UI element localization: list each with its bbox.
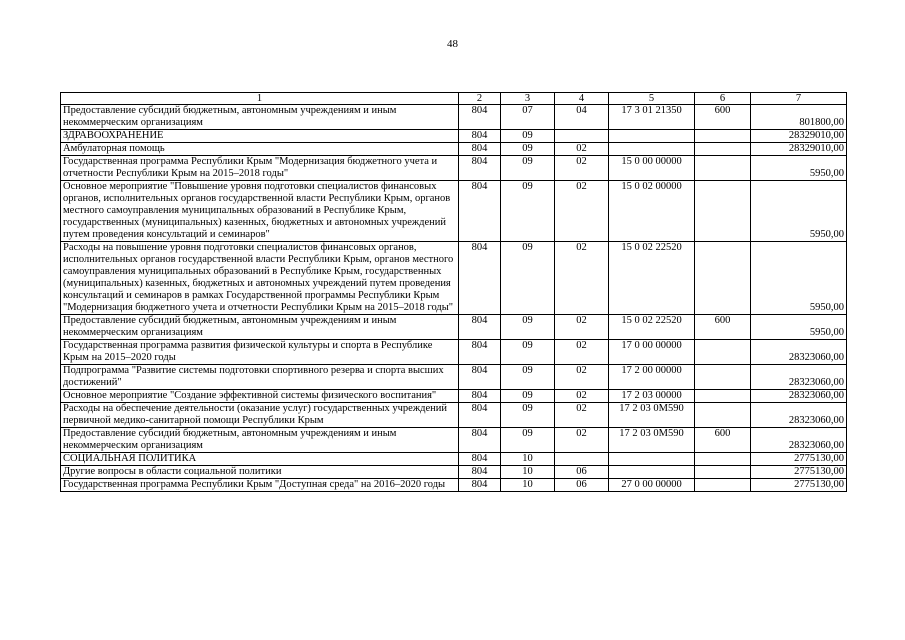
table-row — [61, 365, 847, 390]
amount-cell: 5950,00 — [751, 315, 847, 340]
section-code-cell: 09 — [501, 181, 555, 242]
column-header: 3 — [501, 93, 555, 105]
target-article-cell: 17 2 03 0М590 — [609, 403, 695, 428]
row-name-cell: Предоставление субсидий бюджетным, автономным учреждениям и иным некоммерческим организациям — [61, 105, 459, 130]
expense-type-cell — [695, 453, 751, 466]
expense-type-cell — [695, 242, 751, 315]
row-name-cell: Подпрограмма "Развитие системы подготовки спортивного резерва и спорта высших достижений" — [61, 365, 459, 390]
row-name-cell: Другие вопросы в области социальной политики — [61, 466, 459, 479]
amount-cell: 28323060,00 — [751, 428, 847, 453]
column-header: 5 — [609, 93, 695, 105]
section-code-cell: 09 — [501, 340, 555, 365]
subsection-code-cell: 02 — [555, 403, 609, 428]
subsection-code-cell — [555, 130, 609, 143]
ministry-code-cell: 804 — [459, 242, 501, 315]
row-name-cell: СОЦИАЛЬНАЯ ПОЛИТИКА — [61, 453, 459, 466]
ministry-code-cell: 804 — [459, 340, 501, 365]
row-name-cell: ЗДРАВООХРАНЕНИЕ — [61, 130, 459, 143]
target-article-cell: 17 2 03 0М590 — [609, 428, 695, 453]
amount-cell: 801800,00 — [751, 105, 847, 130]
section-code-cell: 09 — [501, 403, 555, 428]
row-name-cell: Государственная программа Республики Крым "Доступная среда" на 2016–2020 годы — [61, 479, 459, 492]
ministry-code-cell: 804 — [459, 181, 501, 242]
table-row — [61, 390, 847, 403]
subsection-code-cell: 04 — [555, 105, 609, 130]
ministry-code-cell: 804 — [459, 365, 501, 390]
column-header: 2 — [459, 93, 501, 105]
column-header: 6 — [695, 93, 751, 105]
table-row — [61, 143, 847, 156]
table-row — [61, 156, 847, 181]
row-name-cell: Предоставление субсидий бюджетным, автономным учреждениям и иным некоммерческим организациям — [61, 315, 459, 340]
section-code-cell: 09 — [501, 156, 555, 181]
target-article-cell: 17 3 01 21350 — [609, 105, 695, 130]
expense-type-cell — [695, 390, 751, 403]
target-article-cell: 15 0 00 00000 — [609, 156, 695, 181]
table-row — [61, 453, 847, 466]
subsection-code-cell: 02 — [555, 340, 609, 365]
column-header: 7 — [751, 93, 847, 105]
table-row — [61, 428, 847, 453]
row-name-cell: Основное мероприятие "Создание эффективной системы физического воспитания" — [61, 390, 459, 403]
ministry-code-cell: 804 — [459, 428, 501, 453]
target-article-cell: 15 0 02 00000 — [609, 181, 695, 242]
target-article-cell — [609, 143, 695, 156]
target-article-cell: 27 0 00 00000 — [609, 479, 695, 492]
section-code-cell: 09 — [501, 428, 555, 453]
section-code-cell: 10 — [501, 466, 555, 479]
section-code-cell: 10 — [501, 453, 555, 466]
row-name-cell: Государственная программа развития физической культуры и спорта в Республике Крым на 2015–2020 годы — [61, 340, 459, 365]
target-article-cell — [609, 130, 695, 143]
section-code-cell: 10 — [501, 479, 555, 492]
expense-type-cell — [695, 181, 751, 242]
table-row — [61, 340, 847, 365]
table-row — [61, 403, 847, 428]
expense-type-cell — [695, 466, 751, 479]
table-row — [61, 466, 847, 479]
budget-table — [60, 92, 847, 492]
amount-cell: 28323060,00 — [751, 390, 847, 403]
amount-cell: 28323060,00 — [751, 403, 847, 428]
subsection-code-cell: 02 — [555, 428, 609, 453]
target-article-cell: 17 2 00 00000 — [609, 365, 695, 390]
table-row — [61, 315, 847, 340]
subsection-code-cell: 02 — [555, 390, 609, 403]
table-row — [61, 181, 847, 242]
subsection-code-cell: 06 — [555, 466, 609, 479]
row-name-cell: Предоставление субсидий бюджетным, автономным учреждениям и иным некоммерческим организациям — [61, 428, 459, 453]
ministry-code-cell: 804 — [459, 315, 501, 340]
expense-type-cell — [695, 479, 751, 492]
ministry-code-cell: 804 — [459, 453, 501, 466]
expense-type-cell: 600 — [695, 428, 751, 453]
subsection-code-cell: 02 — [555, 315, 609, 340]
amount-cell: 2775130,00 — [751, 453, 847, 466]
expense-type-cell: 600 — [695, 315, 751, 340]
section-code-cell: 09 — [501, 390, 555, 403]
subsection-code-cell — [555, 453, 609, 466]
section-code-cell: 09 — [501, 242, 555, 315]
row-name-cell: Расходы на обеспечение деятельности (оказание услуг) государственных учреждений первичной медико-санитарной помощи Республики Крым — [61, 403, 459, 428]
section-code-cell: 09 — [501, 315, 555, 340]
column-header: 1 — [61, 93, 459, 105]
table-row — [61, 105, 847, 130]
subsection-code-cell: 02 — [555, 156, 609, 181]
expense-type-cell — [695, 340, 751, 365]
ministry-code-cell: 804 — [459, 156, 501, 181]
target-article-cell: 17 2 03 00000 — [609, 390, 695, 403]
target-article-cell — [609, 466, 695, 479]
ministry-code-cell: 804 — [459, 466, 501, 479]
ministry-code-cell: 804 — [459, 403, 501, 428]
target-article-cell: 15 0 02 22520 — [609, 242, 695, 315]
table-row — [61, 479, 847, 492]
amount-cell: 28323060,00 — [751, 340, 847, 365]
table-row — [61, 242, 847, 315]
amount-cell: 28323060,00 — [751, 365, 847, 390]
subsection-code-cell: 06 — [555, 479, 609, 492]
expense-type-cell: 600 — [695, 105, 751, 130]
amount-cell: 2775130,00 — [751, 479, 847, 492]
section-code-cell: 07 — [501, 105, 555, 130]
section-code-cell: 09 — [501, 143, 555, 156]
amount-cell: 28329010,00 — [751, 143, 847, 156]
column-header: 4 — [555, 93, 609, 105]
row-name-cell: Государственная программа Республики Крым "Модернизация бюджетного учета и отчетности Республики Крым на 2015–2018 годы" — [61, 156, 459, 181]
row-name-cell: Амбулаторная помощь — [61, 143, 459, 156]
row-name-cell: Расходы на повышение уровня подготовки специалистов финансовых органов, исполнительных органов государственной власти Республики Крым, органов местного самоуправления муниципальных образований в Республике Крым, государственных (муниципальных) казенных, бюджетных и автономных учреждений путем проведения консультаций и семинаров в рамках Государственной программы Республики Крым "Модернизация бюджетного учета и отчетности Республики Крым на 2015–2018 годы" — [61, 242, 459, 315]
ministry-code-cell: 804 — [459, 390, 501, 403]
amount-cell: 5950,00 — [751, 242, 847, 315]
expense-type-cell — [695, 365, 751, 390]
subsection-code-cell: 02 — [555, 365, 609, 390]
subsection-code-cell: 02 — [555, 143, 609, 156]
subsection-code-cell: 02 — [555, 181, 609, 242]
target-article-cell: 15 0 02 22520 — [609, 315, 695, 340]
expense-type-cell — [695, 156, 751, 181]
target-article-cell: 17 0 00 00000 — [609, 340, 695, 365]
ministry-code-cell: 804 — [459, 143, 501, 156]
row-name-cell: Основное мероприятие "Повышение уровня подготовки специалистов финансовых органов, исполнительных органов государственной власти Республики Крым, органов местного самоуправления муниципальных образований в Республике Крым, государственных (муниципальных) казенных, бюджетных и автономных учреждений путем проведения консультаций и семинаров" — [61, 181, 459, 242]
section-code-cell: 09 — [501, 130, 555, 143]
ministry-code-cell: 804 — [459, 130, 501, 143]
amount-cell: 2775130,00 — [751, 466, 847, 479]
amount-cell: 28329010,00 — [751, 130, 847, 143]
ministry-code-cell: 804 — [459, 479, 501, 492]
section-code-cell: 09 — [501, 365, 555, 390]
table-row — [61, 130, 847, 143]
subsection-code-cell: 02 — [555, 242, 609, 315]
amount-cell: 5950,00 — [751, 181, 847, 242]
expense-type-cell — [695, 130, 751, 143]
expense-type-cell — [695, 403, 751, 428]
page-number: 48 — [447, 38, 458, 50]
amount-cell: 5950,00 — [751, 156, 847, 181]
expense-type-cell — [695, 143, 751, 156]
ministry-code-cell: 804 — [459, 105, 501, 130]
target-article-cell — [609, 453, 695, 466]
table-header-row — [61, 93, 847, 105]
